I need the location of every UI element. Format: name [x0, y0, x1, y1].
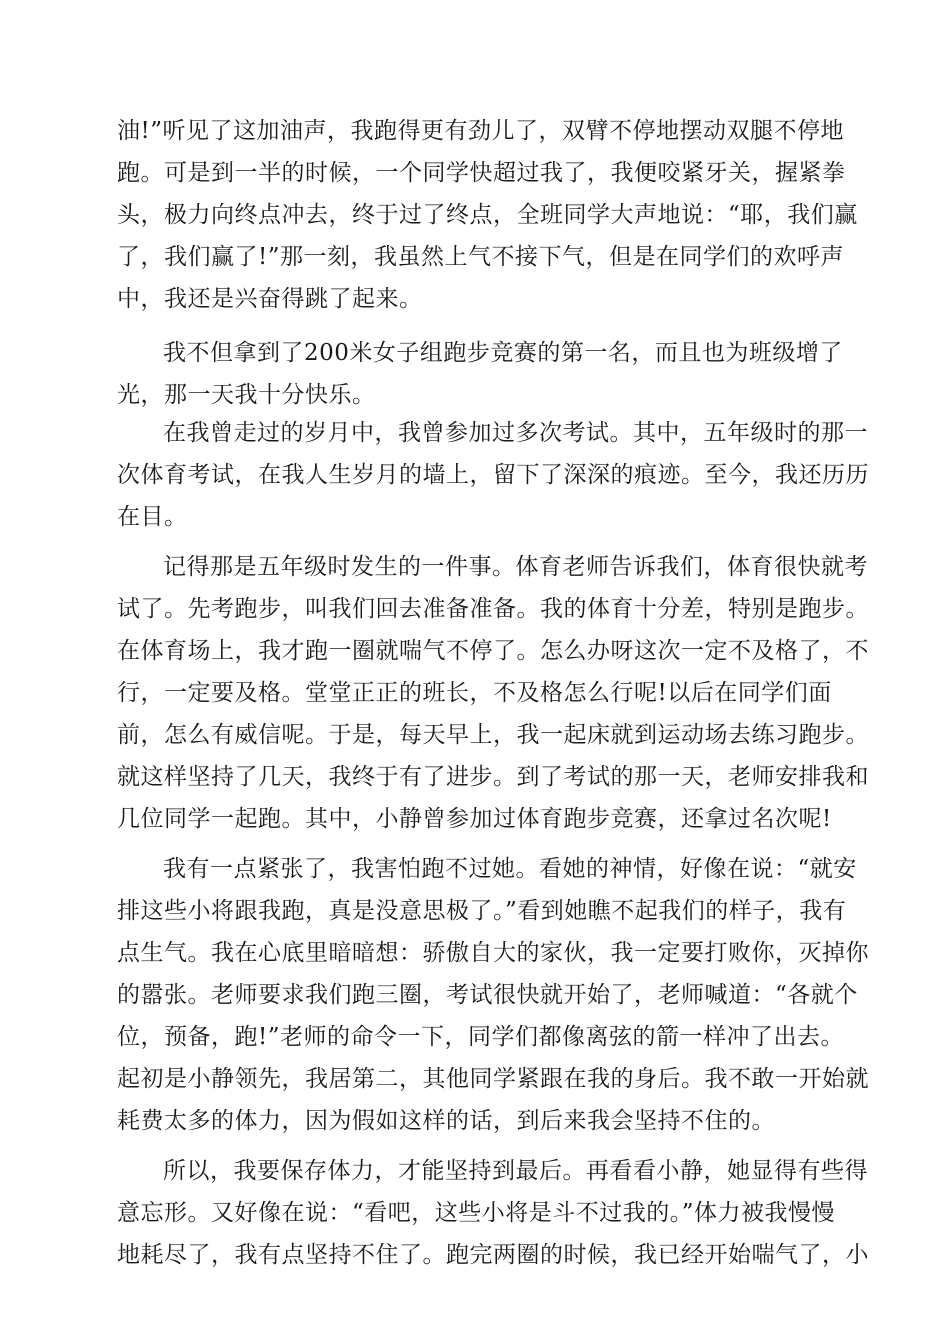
text-line: 位，预备，跑!”老师的命令一下，同学们都像离弦的箭一样冲了出去。 — [117, 1024, 845, 1050]
text-line: 前，怎么有威信呢。于是，每天早上，我一起床就到运动场去练习跑步。 — [117, 722, 869, 748]
text-line: 行，一定要及格。堂堂正正的班长，不及格怎么行呢!以后在同学们面 — [117, 680, 832, 706]
text-line: 光，那一天我十分快乐。 — [117, 382, 376, 408]
text-line: 油!”听见了这加油声，我跑得更有劲儿了，双臂不停地摆动双腿不停地 — [117, 118, 845, 144]
text-line: 在体育场上，我才跑一圈就喘气不停了。怎么办呀这次一定不及格了，不 — [117, 638, 869, 664]
text-line: 在目。 — [117, 504, 188, 530]
paragraph-first-line: 记得那是五年级时发生的一件事。体育老师告诉我们，体育很快就考 — [163, 554, 868, 580]
text-line: 试了。先考跑步，叫我们回去准备准备。我的体育十分差，特别是跑步。 — [117, 596, 869, 622]
text-line: 中，我还是兴奋得跳了起来。 — [117, 286, 423, 312]
paragraph-first-line: 在我曾走过的岁月中，我曾参加过多次考试。其中，五年级时的那一 — [163, 420, 868, 446]
text-line: 起初是小静领先，我居第二，其他同学紧跟在我的身后。我不敢一开始就 — [117, 1066, 869, 1092]
text-line: 跑。可是到一半的时候，一个同学快超过我了，我便咬紧牙关，握紧拳 — [117, 160, 846, 186]
text-line: 意忘形。又好像在说：“看吧，这些小将是斗不过我的。”体力被我慢慢 — [117, 1200, 836, 1226]
text-line: 次体育考试，在我人生岁月的墙上，留下了深深的痕迹。至今，我还历历 — [117, 462, 869, 488]
text-line: 地耗尽了，我有点坚持不住了。跑完两圈的时候，我已经开始喘气了，小 — [117, 1242, 869, 1268]
text-line: 了，我们赢了!”那一刻，我虽然上气不接下气，但是在同学们的欢呼声 — [117, 244, 845, 270]
text-line: 几位同学一起跑。其中，小静曾参加过体育跑步竞赛，还拿过名次呢! — [117, 806, 832, 832]
text-line: 点生气。我在心底里暗暗想：骄傲自大的家伙，我一定要打败你，灭掉你 — [117, 940, 869, 966]
paragraph-first-line: 所以，我要保存体力，才能坚持到最后。再看看小静，她显得有些得 — [163, 1158, 868, 1184]
text-line: 头，极力向终点冲去，终于过了终点，全班同学大声地说：“耶，我们赢 — [117, 202, 858, 228]
text-line: 耗费太多的体力，因为假如这样的话，到后来我会坚持不住的。 — [117, 1108, 775, 1134]
paragraph-first-line: 我不但拿到了200米女子组跑步竞赛的第一名，而且也为班级增了 — [163, 340, 843, 366]
text-line: 的嚣张。老师要求我们跑三圈，考试很快就开始了，老师喊道：“各就个 — [117, 982, 858, 1008]
text-line: 就这样坚持了几天，我终于有了进步。到了考试的那一天，老师安排我和 — [117, 764, 869, 790]
text-line: 排这些小将跟我跑，真是没意思极了。”看到她瞧不起我们的样子，我有 — [117, 898, 847, 924]
paragraph-first-line: 我有一点紧张了，我害怕跑不过她。看她的神情，好像在说：“就安 — [163, 856, 857, 882]
